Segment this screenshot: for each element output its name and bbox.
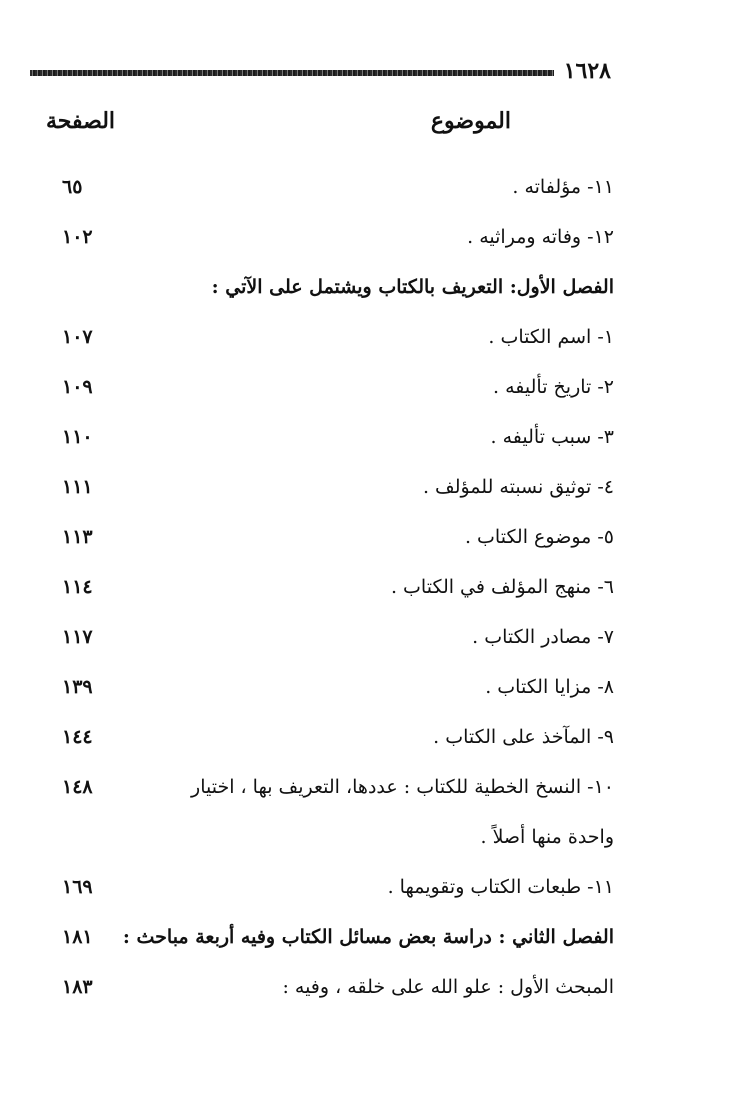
toc-entry: ٧- مصادر الكتاب . [472, 626, 614, 648]
toc-entry: ١٠- النسخ الخطية للكتاب : عددها، التعريف بها ، اختيار [191, 776, 614, 798]
toc-entry: ١١- طبعات الكتاب وتقويمها . [387, 876, 614, 898]
toc-page-number: ١٤٨ [62, 776, 93, 798]
toc-page-number: ١٠٢ [62, 226, 93, 248]
toc-entry: ٩- المآخذ على الكتاب . [433, 726, 614, 748]
toc-page-number: ١٨١ [62, 926, 93, 948]
toc-row [0, 615, 749, 655]
toc-entry: ١- اسم الكتاب . [488, 326, 614, 348]
toc-page-number: ١٣٩ [62, 676, 93, 698]
toc-page-number: ١١٧ [62, 626, 93, 648]
toc-row [0, 665, 749, 705]
toc-page-number: ٦٥ [62, 176, 83, 198]
toc-entry: ٥- موضوع الكتاب . [464, 526, 614, 548]
toc-page-number: ١١١ [62, 476, 93, 498]
toc-page-number: ١١٣ [62, 526, 93, 548]
toc-row [0, 715, 749, 755]
toc-row [0, 215, 749, 255]
toc-page-number: ١١٠ [62, 426, 93, 448]
toc-entry: ٣- سبب تأليفه . [490, 426, 614, 448]
toc-row [0, 465, 749, 505]
toc-row [0, 565, 749, 605]
toc-row [0, 765, 749, 805]
header-rule [30, 70, 554, 76]
toc-row [0, 865, 749, 905]
toc-row [0, 365, 749, 405]
toc-entry: ٢- تاريخ تأليفه . [493, 376, 614, 398]
toc-page-number: ١٨٣ [62, 976, 93, 998]
toc-row [0, 965, 749, 1005]
toc-page-number: ١٠٧ [62, 326, 93, 348]
toc-entry: ١١- مؤلفاته . [512, 176, 614, 198]
chapter-heading: الفصل الأول: التعريف بالكتاب ويشتمل على الآتي : [211, 276, 614, 298]
toc-row [0, 165, 749, 205]
toc-entry: ١٢- وفاته ومراثيه . [467, 226, 614, 248]
toc-entry: ٨- مزايا الكتاب . [485, 676, 614, 698]
toc-page-number: ١١٤ [62, 576, 93, 598]
toc-entry-continuation: واحدة منها أصلاً . [480, 826, 614, 848]
toc-row-chapter [0, 265, 749, 305]
toc-page-number: ١٠٩ [62, 376, 93, 398]
toc-row-continuation [0, 815, 749, 855]
toc-row [0, 415, 749, 455]
toc-page-number: ١٦٩ [62, 876, 93, 898]
toc-entry: ٦- منهج المؤلف في الكتاب . [390, 576, 614, 598]
page-number: ١٦٢٨ [563, 58, 611, 84]
column-header-subject: الموضوع [430, 108, 511, 134]
toc-entry: المبحث الأول : علو الله على خلقه ، وفيه : [282, 976, 614, 998]
toc-entry: ٤- توثيق نسبته للمؤلف . [422, 476, 614, 498]
chapter-heading: الفصل الثاني : دراسة بعض مسائل الكتاب وفيه أربعة مباحث : [122, 926, 614, 948]
toc-page-number: ١٤٤ [62, 726, 93, 748]
toc-row [0, 315, 749, 355]
toc-row-chapter [0, 915, 749, 955]
toc-row [0, 515, 749, 555]
column-header-page: الصفحة [46, 108, 116, 134]
